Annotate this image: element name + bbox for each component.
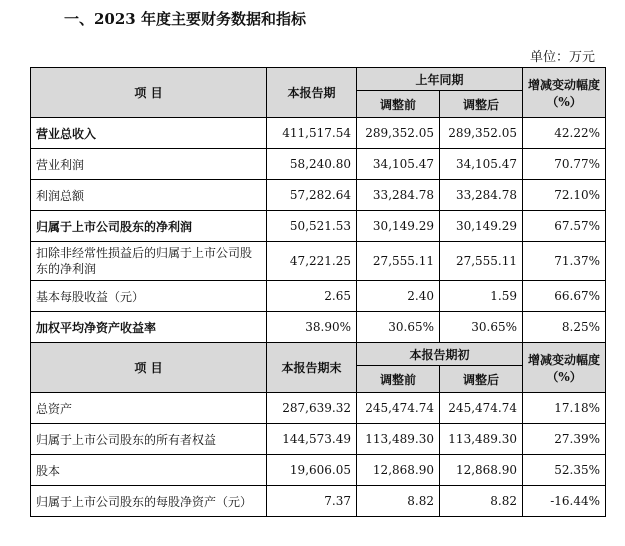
- cell-change: 72.10%: [523, 180, 606, 211]
- unit-label: 单位：万元: [529, 50, 595, 65]
- cell-change: 71.37%: [523, 242, 606, 281]
- row-label: 归属于上市公司股东的每股净资产（元）: [31, 486, 267, 517]
- cell-before: 27,555.11: [357, 242, 440, 281]
- header-change: 增减变动幅度（%）: [523, 68, 606, 118]
- section-heading: 一、2023 年度主要财务数据和指标: [64, 10, 306, 28]
- cell-before: 289,352.05: [357, 118, 440, 149]
- row-label: 归属于上市公司股东的净利润: [31, 211, 267, 242]
- row-label: 利润总额: [31, 180, 267, 211]
- header-change: 增减变动幅度（%）: [523, 343, 606, 393]
- row-label: 基本每股收益（元）: [31, 281, 267, 312]
- table-row: [31, 455, 606, 486]
- row-label: 归属于上市公司股东的所有者权益: [31, 424, 267, 455]
- header-adjust-before: 调整前: [357, 91, 440, 118]
- cell-after: 12,868.90: [440, 455, 523, 486]
- table-row: [31, 211, 606, 242]
- cell-after: 289,352.05: [440, 118, 523, 149]
- cell-change: 52.35%: [523, 455, 606, 486]
- header-adjust-after: 调整后: [440, 366, 523, 393]
- row-label: 营业总收入: [31, 118, 267, 149]
- cell-after: 1.59: [440, 281, 523, 312]
- cell-change: 17.18%: [523, 393, 606, 424]
- table-row: [31, 486, 606, 517]
- cell-change: -16.44%: [523, 486, 606, 517]
- cell-before: 33,284.78: [357, 180, 440, 211]
- table-row: [31, 242, 606, 281]
- cell-current: 19,606.05: [267, 455, 357, 486]
- cell-current: 144,573.49: [267, 424, 357, 455]
- table-row: [31, 149, 606, 180]
- cell-before: 12,868.90: [357, 455, 440, 486]
- header-current-period: 本报告期: [267, 68, 357, 118]
- cell-change: 8.25%: [523, 312, 606, 343]
- cell-change: 27.39%: [523, 424, 606, 455]
- table-row: [31, 424, 606, 455]
- table-row: [31, 281, 606, 312]
- cell-current: 57,282.64: [267, 180, 357, 211]
- header-adjust-before: 调整前: [357, 366, 440, 393]
- cell-change: 66.67%: [523, 281, 606, 312]
- row-label: 加权平均净资产收益率: [31, 312, 267, 343]
- financial-data-table: [30, 67, 606, 517]
- cell-before: 34,105.47: [357, 149, 440, 180]
- cell-after: 30.65%: [440, 312, 523, 343]
- cell-after: 245,474.74: [440, 393, 523, 424]
- cell-after: 33,284.78: [440, 180, 523, 211]
- cell-before: 2.40: [357, 281, 440, 312]
- row-label: 总资产: [31, 393, 267, 424]
- cell-current: 47,221.25: [267, 242, 357, 281]
- header-item: 项 目: [31, 68, 267, 118]
- cell-after: 34,105.47: [440, 149, 523, 180]
- header-prior-period: 上年同期: [357, 68, 523, 91]
- header-period-end: 本报告期末: [267, 343, 357, 393]
- row-label: 扣除非经常性损益后的归属于上市公司股东的净利润: [31, 242, 267, 281]
- cell-before: 245,474.74: [357, 393, 440, 424]
- cell-before: 30.65%: [357, 312, 440, 343]
- cell-change: 67.57%: [523, 211, 606, 242]
- cell-after: 27,555.11: [440, 242, 523, 281]
- table-row: [31, 180, 606, 211]
- table-row: [31, 393, 606, 424]
- cell-before: 113,489.30: [357, 424, 440, 455]
- row-label: 股本: [31, 455, 267, 486]
- cell-before: 30,149.29: [357, 211, 440, 242]
- cell-after: 113,489.30: [440, 424, 523, 455]
- cell-change: 42.22%: [523, 118, 606, 149]
- cell-change: 70.77%: [523, 149, 606, 180]
- row-label: 营业利润: [31, 149, 267, 180]
- cell-current: 411,517.54: [267, 118, 357, 149]
- header-adjust-after: 调整后: [440, 91, 523, 118]
- cell-current: 58,240.80: [267, 149, 357, 180]
- cell-after: 8.82: [440, 486, 523, 517]
- header-period-start: 本报告期初: [357, 343, 523, 366]
- cell-current: 38.90%: [267, 312, 357, 343]
- cell-current: 287,639.32: [267, 393, 357, 424]
- cell-current: 7.37: [267, 486, 357, 517]
- cell-current: 50,521.53: [267, 211, 357, 242]
- cell-before: 8.82: [357, 486, 440, 517]
- cell-current: 2.65: [267, 281, 357, 312]
- cell-after: 30,149.29: [440, 211, 523, 242]
- table-row: [31, 118, 606, 149]
- header-item: 项 目: [31, 343, 267, 393]
- table-row: [31, 312, 606, 343]
